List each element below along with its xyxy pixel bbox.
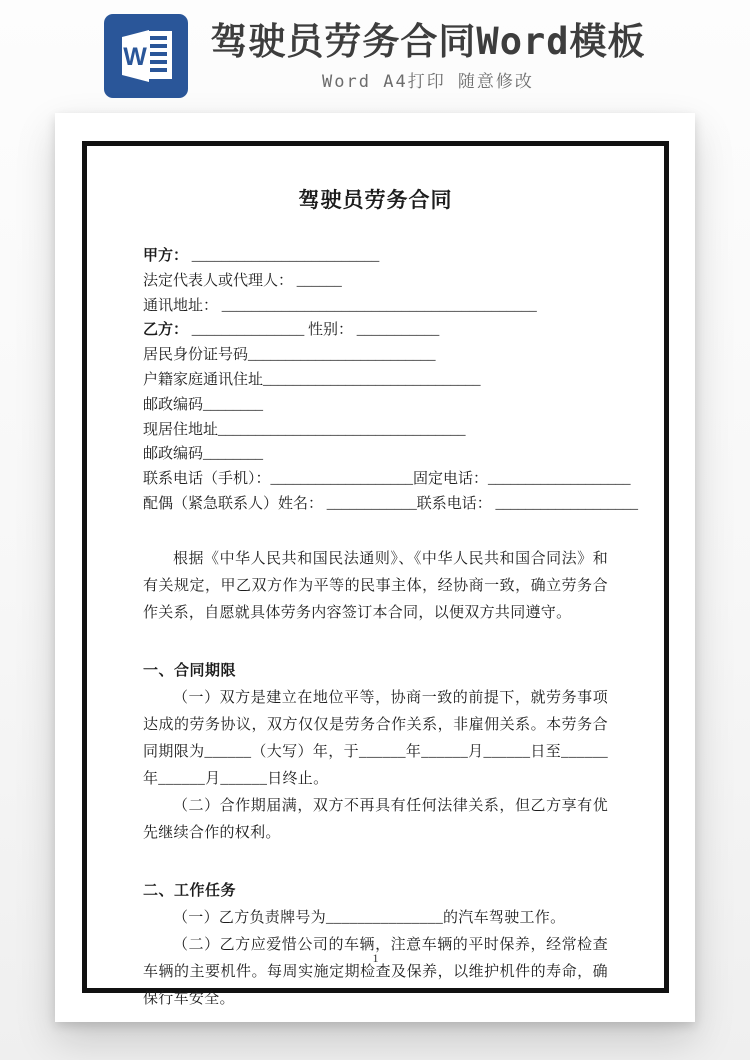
section1-paragraph-2: （二）合作期届满，双方不再具有任何法律关系，但乙方享有优先继续合作的权利。: [143, 797, 608, 841]
form-text-household-address: 户籍家庭通讯住址_____________________________: [143, 371, 481, 388]
form-blank-party-b-gender: _______________ 性别： ___________: [188, 322, 440, 339]
page-subtitle: Word A4打印 随意修改: [322, 72, 534, 92]
header-text: [210, 14, 645, 94]
form-line-household-address: [143, 368, 608, 393]
form-line-current-address: [143, 418, 608, 443]
document-page: [55, 113, 695, 1022]
contract-form-block: [143, 244, 639, 517]
form-line-phone-numbers: [143, 467, 631, 492]
form-blank-party-a: _________________________: [188, 248, 380, 264]
form-text-postal-code-2: 邮政编码________: [143, 446, 264, 463]
page-title: 驾驶员劳务合同Word模板: [210, 20, 646, 63]
form-text-postal-code-1: 邮政编码________: [143, 396, 264, 413]
form-line-party-a: [143, 244, 608, 269]
section1-paragraph-1: （一）双方是建立在地位平等，协商一致的前提下，就劳务事项达成的劳务协议，双方仅仅是劳务合作关系，非雇佣关系。本劳务合同期限为______（大写）年，于______年______月______日至______年______月______日终止。: [143, 689, 608, 787]
form-line-party-b: [143, 318, 608, 343]
form-text-contact-address: 通讯地址： __________________________________________: [143, 297, 537, 314]
header: [0, 14, 750, 98]
section2-paragraph-1: （一）乙方负责牌号为_______________的汽车驾驶工作。: [173, 909, 566, 926]
form-label-party-b: 乙方：: [143, 322, 189, 339]
form-text-id-number: 居民身份证号码_________________________: [143, 347, 436, 364]
document-title: 驾驶员劳务合同: [298, 188, 453, 212]
form-line-legal-rep: [143, 269, 608, 294]
form-line-emergency-contact: [143, 492, 639, 517]
page-number: 1: [372, 951, 379, 965]
form-line-id-number: [143, 343, 608, 368]
section-heading-contract-term: 一、合同期限: [143, 662, 237, 679]
form-text-phone-numbers: 联系电话（手机）：___________________固定电话：___________________: [143, 471, 631, 488]
intro-paragraph: 根据《中华人民共和国民法通则》、《中华人民共和国合同法》和有关规定，甲乙双方作为平等的民事主体，经协商一致，确立劳务合作关系，自愿就具体劳务内容签订本合同，以便双方共同遵守。: [143, 550, 608, 621]
word-icon: [104, 14, 188, 98]
form-label-party-a: 甲方：: [143, 248, 189, 264]
form-line-postal-code-1: [143, 393, 608, 418]
section-heading-work-tasks: 二、工作任务: [143, 882, 237, 899]
form-text-emergency-contact: 配偶（紧急联系人）姓名： ____________联系电话： ___________________: [143, 495, 639, 512]
form-line-postal-code-2: [143, 442, 608, 467]
form-text-legal-rep: 法定代表人或代理人： ______: [143, 272, 342, 289]
page-border-frame: [82, 141, 669, 1007]
word-icon-letter: W: [123, 43, 148, 71]
form-text-current-address: 现居住地址_________________________________: [143, 421, 466, 438]
section2-paragraph-2: （二）乙方应爱惜公司的车辆，注意车辆的平时保养，经常检查车辆的主要机件。每周实施定期检查及保养，以维护机件的寿命，确保行车安全。: [143, 936, 608, 1007]
form-line-contact-address: [143, 294, 608, 319]
